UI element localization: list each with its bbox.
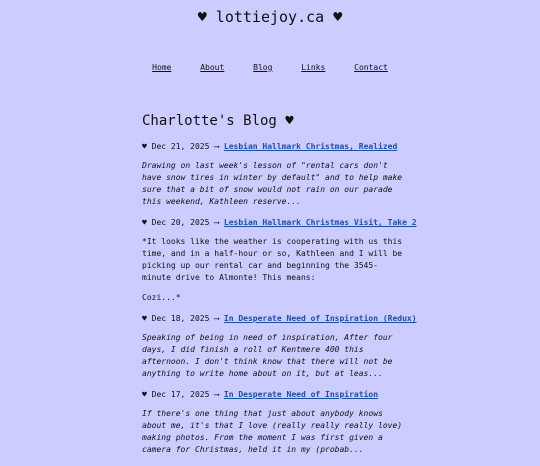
post-header bbox=[142, 390, 404, 400]
blog-post bbox=[142, 390, 404, 456]
post-date: ♥ Dec 20, 2025 ⟶ bbox=[142, 218, 220, 227]
blog-post bbox=[142, 142, 404, 208]
blog-post bbox=[142, 314, 417, 380]
post-excerpt: Drawing on last week's lesson of "rental cars don't have snow tires in winter by default" and to help make sure that a bit of snow would not rain on our parade this weekend, Kathleen reserve... bbox=[142, 161, 403, 206]
blog-main bbox=[142, 112, 417, 466]
post-title-link[interactable]: In Desperate Need of Inspiration (Redux) bbox=[223, 314, 417, 323]
post-header bbox=[142, 314, 417, 324]
post-date: ♥ Dec 21, 2025 ⟶ bbox=[142, 142, 220, 151]
post-date: ♥ Dec 17, 2025 ⟶ bbox=[142, 390, 220, 399]
post-title-link[interactable]: In Desperate Need of Inspiration bbox=[223, 390, 379, 399]
post-excerpt-paragraph: Cozi...* bbox=[142, 293, 181, 302]
nav-link-home[interactable]: Home bbox=[152, 63, 172, 72]
main-nav bbox=[0, 63, 540, 73]
post-header bbox=[142, 218, 417, 228]
nav-link-contact[interactable]: Contact bbox=[354, 63, 388, 72]
site-title: ♥ lottiejoy.ca ♥ bbox=[197, 8, 343, 26]
post-date: ♥ Dec 18, 2025 ⟶ bbox=[142, 314, 220, 323]
post-excerpt-paragraph: *It looks like the weather is cooperating with us this time, and in a half-hour or so, Kathleen and I will be picking up our rental car and beginning the 3545-minute drive to Almonte! This means: bbox=[142, 237, 403, 282]
nav-link-blog[interactable]: Blog bbox=[253, 63, 273, 72]
post-excerpt: If there's one thing that just about anybody knows about me, it's that I love (really really really love) making photos. From the moment I was first given a camera for Christmas, held it in my (probab... bbox=[142, 409, 403, 454]
nav-link-about[interactable]: About bbox=[200, 63, 225, 72]
post-excerpt bbox=[142, 236, 404, 304]
blog-post bbox=[142, 218, 417, 304]
post-excerpt: Speaking of being in need of inspiration, After four days, I did finish a roll of Kentmere 400 this afternoon. I don't think know that there will not be anything to write home about on it, but at leas... bbox=[142, 333, 393, 378]
post-title-link[interactable]: Lesbian Hallmark Christmas Visit, Take 2 bbox=[223, 218, 417, 227]
post-title-link[interactable]: Lesbian Hallmark Christmas, Realized bbox=[223, 142, 398, 151]
blog-title: Charlotte's Blog ♥ bbox=[142, 113, 294, 129]
post-header bbox=[142, 142, 404, 152]
nav-link-links[interactable]: Links bbox=[301, 63, 326, 72]
